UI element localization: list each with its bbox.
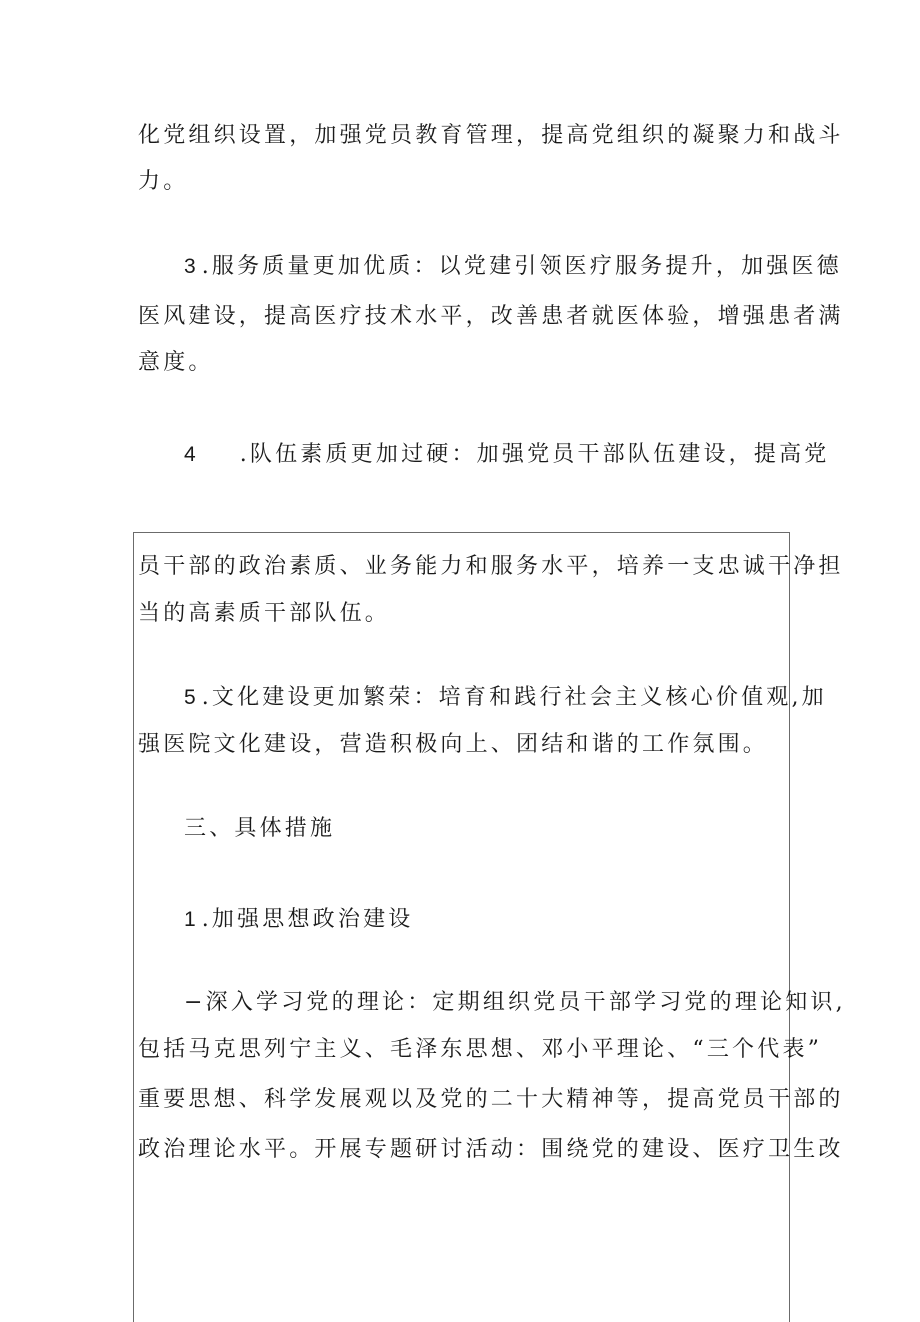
- paragraph-1-line-2: 力。: [138, 169, 189, 194]
- paragraph-5-line-1: [184, 683, 827, 713]
- item-number-5: 5: [184, 686, 196, 709]
- paragraph-3-line-1-text: .队伍素质更加过硬：加强党员干部队伍建设，提高党: [239, 442, 830, 467]
- paragraph-5-line-2: 强医院文化建设，营造积极向上、团结和谐的工作氛围。: [138, 732, 769, 757]
- paragraph-1-line-1: 化党组织设置，加强党员教育管理，提高党组织的凝聚力和战斗: [138, 123, 844, 148]
- section-heading-3: 三、具体措施: [184, 816, 336, 841]
- paragraph-3-line-1: [184, 440, 829, 470]
- subsection-heading-1-text: .加强思想政治建设: [201, 907, 414, 932]
- paragraph-5-line-1-text: .文化建设更加繁荣：培育和践行社会主义核心价值观,加: [201, 685, 827, 710]
- item-number-3: 3: [184, 255, 196, 278]
- paragraph-6-line-2: 包括马克思列宁主义、毛泽东思想、邓小平理论、“三个代表”: [138, 1037, 823, 1062]
- paragraph-4-line-2: 当的高素质干部队伍。: [138, 601, 391, 626]
- paragraph-2-line-3: 意度。: [138, 350, 214, 375]
- paragraph-2-line-2: 医风建设，提高医疗技术水平，改善患者就医体验，增强患者满: [138, 304, 844, 329]
- paragraph-2-line-1-text: .服务质量更加优质：以党建引领医疗服务提升，加强医德: [201, 254, 842, 279]
- paragraph-6-line-4: 政治理论水平。开展专题研讨活动：围绕党的建设、医疗卫生改: [138, 1137, 844, 1162]
- item-number-1: 1: [184, 908, 196, 931]
- paragraph-6-line-3: 重要思想、科学发展观以及党的二十大精神等，提高党员干部的: [138, 1087, 844, 1112]
- paragraph-2-line-1: [184, 252, 842, 282]
- subsection-heading-1: [184, 905, 413, 935]
- item-number-4: 4: [184, 443, 196, 466]
- paragraph-6-line-1: −深入学习党的理论：定期组织党员干部学习党的理论知识,: [184, 990, 846, 1015]
- paragraph-4-line-1: 员干部的政治素质、业务能力和服务水平，培养一支忠诚干净担: [138, 554, 844, 579]
